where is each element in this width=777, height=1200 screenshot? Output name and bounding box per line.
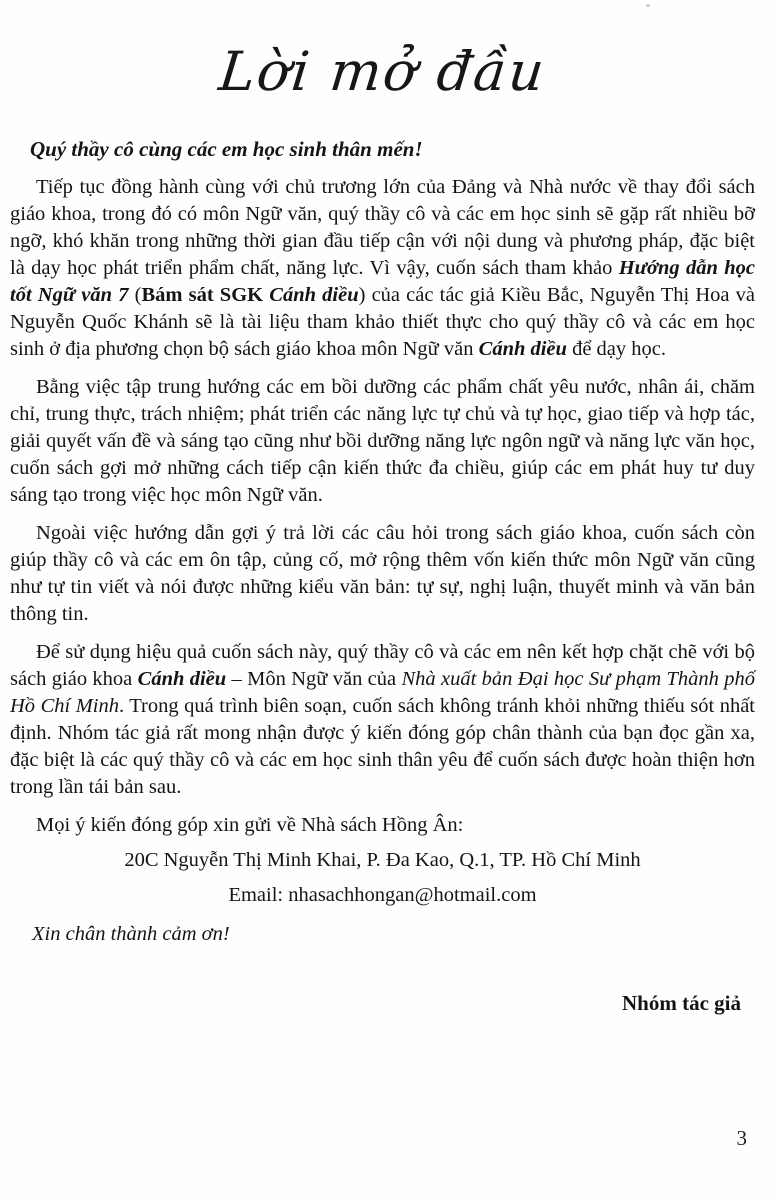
text-segment: ) của các tác giả Kiều Bắc, Nguyễn Thị Hoa và Nguyễn Quốc Khánh sẽ là tài liệu tham khảo thiết thực cho quý thầy cô và các em học sinh ở địa phương chọn bộ sách giáo khoa môn Ngữ văn: [10, 283, 756, 360]
text-segment: Tiếp tục đồng hành cùng với chủ trương lớn của Đảng và Nhà nước về thay đổi sách giáo khoa, trong đó có môn Ngữ văn, quý thầy cô và các em học sinh sẽ gặp rất nhiều bỡ ngỡ, khó khăn trong những thời gian đầu tiếp cận với nội dung và phương pháp, đặc biệt là dạy học phát triển phẩm chất, năng lực. Vì vậy, cuốn sách tham khảo: [10, 175, 755, 279]
contact-intro-line: Mọi ý kiến đóng góp xin gửi về Nhà sách Hồng Ân:: [36, 813, 464, 836]
text-segment: (: [128, 283, 142, 306]
text-segment: Bằng việc tập trung hướng các em bồi dưỡng các phẩm chất yêu nước, nhân ái, chăm chỉ, trung thực, trách nhiệm; phát triển các năng lực tự chủ và tự học, giao tiếp và hợp tác, giải quyết vấn đề và sáng tạo cũng như bồi dưỡng năng lực ngôn ngữ và năng lực văn học, cuốn sách gợi mở những cách tiếp cận kiến thức đa chiều, giúp các em phát huy tư duy sáng tạo trong việc học môn Ngữ văn.: [10, 375, 755, 506]
publisher-email: Email: nhasachhongan@hotmail.com: [228, 883, 537, 906]
text-segment: Cánh diều: [137, 667, 227, 690]
page-number: 3: [736, 1126, 747, 1150]
page-content: [10, 0, 755, 1017]
text-segment: Để sử dụng hiệu quả cuốn sách này, quý thầy cô và các em nên kết hợp chặt chẽ với bộ sách giáo khoa: [10, 640, 755, 690]
scan-speck: [646, 4, 650, 7]
text-segment: để dạy học.: [566, 337, 666, 360]
paragraph-2: [10, 374, 755, 509]
text-segment: Nhà xuất bản Đại học Sư phạm Thành phố Hồ Chí Minh: [10, 667, 756, 717]
thanks-line: Xin chân thành cảm ơn!: [32, 922, 230, 945]
text-segment: Cánh diều: [478, 337, 567, 360]
text-segment: Hướng dẫn học tốt Ngữ văn 7: [10, 256, 756, 306]
text-segment: Bám sát SGK: [141, 283, 270, 306]
paragraph-4: [10, 639, 755, 801]
page-title: Lời mở đầu: [216, 40, 549, 103]
greeting-line: Quý thầy cô cùng các em học sinh thân mến!: [30, 136, 423, 161]
paragraph-3: [10, 520, 755, 628]
publisher-address: 20C Nguyễn Thị Minh Khai, P. Đa Kao, Q.1, TP. Hồ Chí Minh: [124, 848, 641, 871]
text-segment: Cánh diều: [269, 283, 359, 306]
text-segment: Ngoài việc hướng dẫn gợi ý trả lời các câu hỏi trong sách giáo khoa, cuốn sách còn giúp thầy cô và các em ôn tập, củng cố, mở rộng thêm vốn kiến thức môn Ngữ văn cũng như tự tin viết và nói được những kiểu văn bản: tự sự, nghị luận, thuyết minh và văn bản thông tin.: [10, 521, 755, 625]
text-segment: . Trong quá trình biên soạn, cuốn sách không tránh khỏi những thiếu sót nhất định. Nhóm tác giả rất mong nhận được ý kiến đóng góp chân thành của bạn đọc gần xa, đặc biệt là các quý thầy cô và các em học sinh thân yêu để cuốn sách được hoàn thiện hơn trong lần tái bản sau.: [10, 694, 756, 798]
paragraph-1: [10, 174, 755, 363]
author-signature: Nhóm tác giả: [622, 990, 741, 1015]
text-segment: – Môn Ngữ văn của: [226, 667, 402, 690]
